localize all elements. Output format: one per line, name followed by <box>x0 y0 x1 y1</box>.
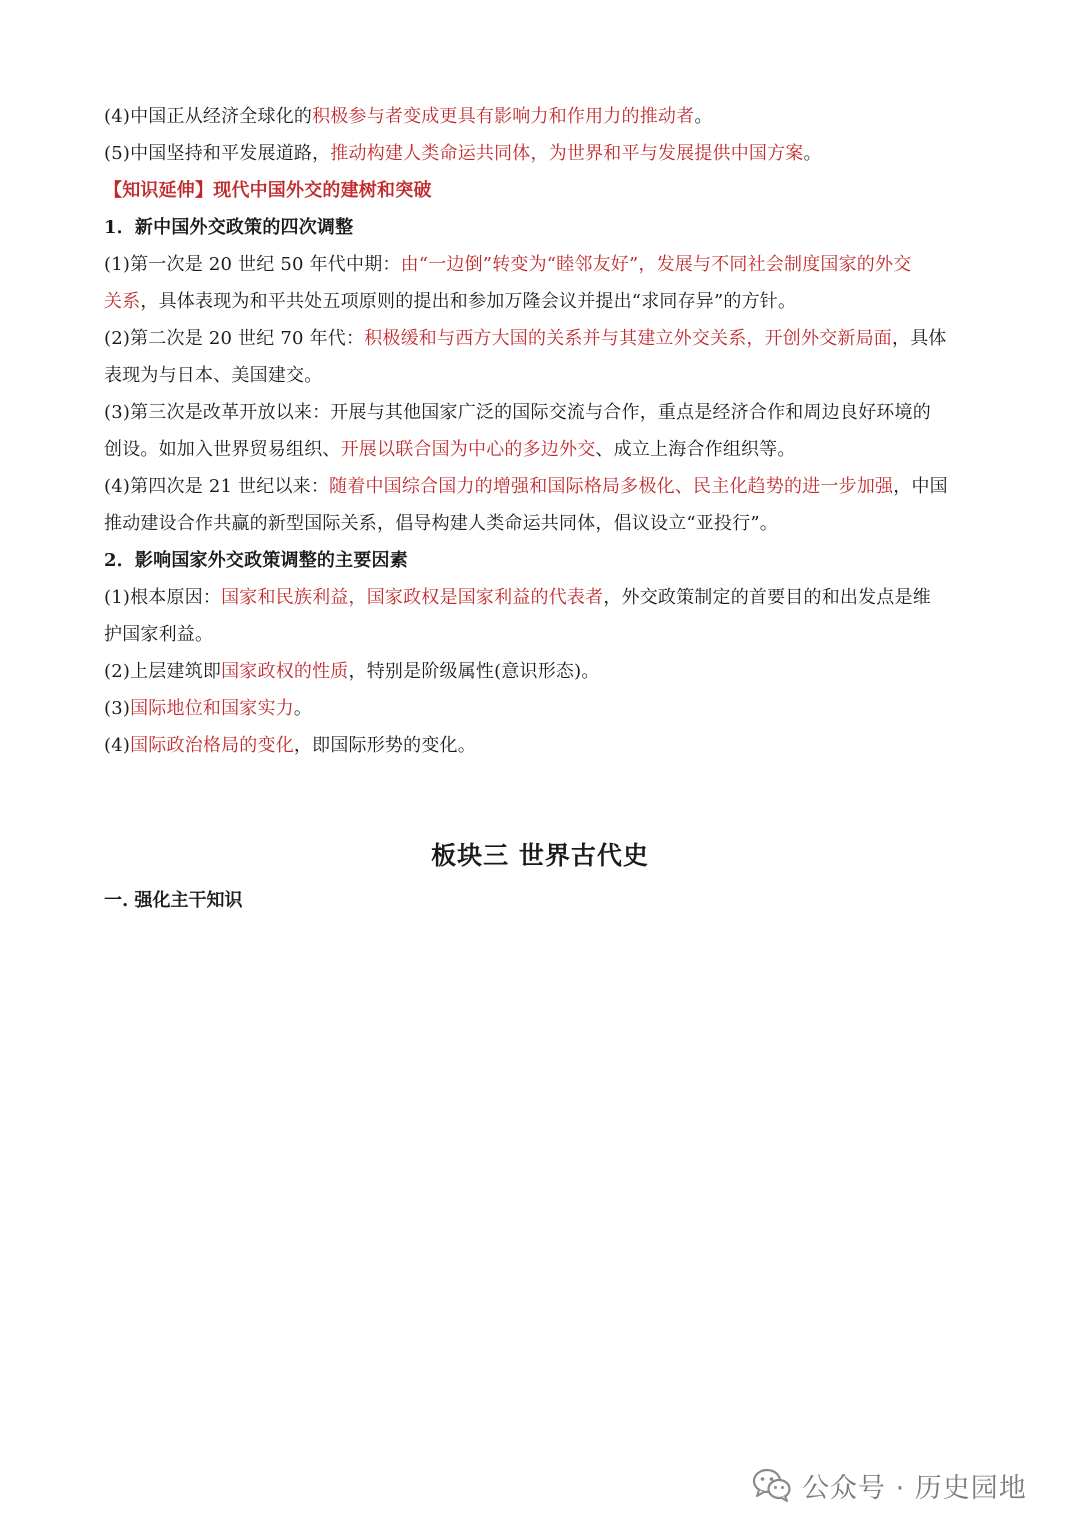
body-text: 。 <box>803 143 822 164</box>
text-line <box>104 135 984 172</box>
highlight-text: 推动构建人类命运共同体，为世界和平与发展提供中国方案 <box>330 143 804 164</box>
body-text: (3)第三次是改革开放以来：开展与其他国家广泛的国际交流与合作，重点是经济合作和周边良好环境的 <box>104 402 931 423</box>
body-text: ，具体 <box>892 328 947 349</box>
sub-heading: 一. 强化主干知识 <box>104 890 243 911</box>
text-line <box>104 468 984 505</box>
watermark-text: 公众号 · 历史园地 <box>802 1472 1027 1504</box>
body-text: 2．影响国家外交政策调整的主要因素 <box>104 550 408 571</box>
body-text: ，中国 <box>893 476 948 497</box>
body-text: 护国家利益。 <box>104 624 214 645</box>
highlight-text: 随着中国综合国力的增强和国际格局多极化、民主化趋势的进一步加强 <box>329 476 894 497</box>
text-line <box>104 283 984 320</box>
body-text: 。 <box>694 106 713 127</box>
text-line <box>104 431 984 468</box>
body-text: (1)根本原因： <box>104 587 222 608</box>
body-text: (4) <box>104 735 131 756</box>
highlight-text: 国家和民族利益，国家政权是国家利益的代表者 <box>221 587 604 608</box>
body-text: 推动建设合作共赢的新型国际关系，倡导构建人类命运共同体，倡议设立“亚投行”。 <box>104 513 779 534</box>
text-line <box>104 172 984 209</box>
section-title: 板块三 世界古代史 <box>431 841 649 870</box>
body-text: 。 <box>293 698 313 719</box>
body-text: ，具体表现为和平共处五项原则的提出和参加万隆会议并提出“求同存异”的方针。 <box>140 291 797 312</box>
highlight-text: 【知识延伸】现代中国外交的建树和突破 <box>104 180 432 201</box>
highlight-text: 国际地位和国家实力 <box>130 698 294 719</box>
body-text: (2)上层建筑即 <box>104 661 222 682</box>
body-text: 创设。如加入世界贸易组织、 <box>104 439 341 460</box>
body-text: (2)第二次是 20 世纪 70 年代： <box>104 328 365 349</box>
body-text: (3) <box>104 698 131 719</box>
text-line <box>104 505 984 542</box>
body-text: (5)中国坚持和平发展道路， <box>104 143 331 164</box>
text-line <box>104 320 984 357</box>
highlight-text: 国际政治格局的变化 <box>130 735 294 756</box>
wechat-icon <box>752 1468 792 1502</box>
body-text: (1)第一次是 20 世纪 50 年代中期： <box>104 254 401 275</box>
highlight-text: 由“一边倒”转变为“睦邻友好”，发展与不同社会制度国家的外交 <box>400 254 912 275</box>
body-text: (4)第四次是 21 世纪以来： <box>104 476 330 497</box>
text-line <box>104 209 984 246</box>
body-text: ，即国际形势的变化。 <box>293 735 476 756</box>
body-text: (4)中国正从经济全球化的 <box>104 106 313 127</box>
text-line <box>104 357 984 394</box>
text-line <box>104 727 984 764</box>
body-text: 表现为与日本、美国建交。 <box>104 365 323 386</box>
text-line <box>104 579 984 616</box>
text-line <box>104 542 984 579</box>
highlight-text: 积极缓和与西方大国的关系并与其建立外交关系，开创外交新局面 <box>364 328 892 349</box>
text-line <box>104 690 984 727</box>
highlight-text: 关系 <box>104 291 141 312</box>
body-text: 1．新中国外交政策的四次调整 <box>104 217 354 238</box>
text-line <box>104 394 984 431</box>
text-line <box>104 246 984 283</box>
text-line <box>104 616 984 653</box>
highlight-text: 国家政权的性质 <box>221 661 349 682</box>
highlight-text: 积极参与者变成更具有影响力和作用力的推动者 <box>312 106 695 127</box>
body-text: ，外交政策制定的首要目的和出发点是维 <box>603 587 931 608</box>
body-text: ，特别是阶级属性(意识形态)。 <box>348 661 600 682</box>
text-line <box>104 98 984 135</box>
watermark <box>752 1460 1027 1510</box>
text-line <box>104 653 984 690</box>
document-body <box>104 98 984 764</box>
body-text: 、成立上海合作组织等。 <box>595 439 796 460</box>
highlight-text: 开展以联合国为中心的多边外交 <box>340 439 596 460</box>
